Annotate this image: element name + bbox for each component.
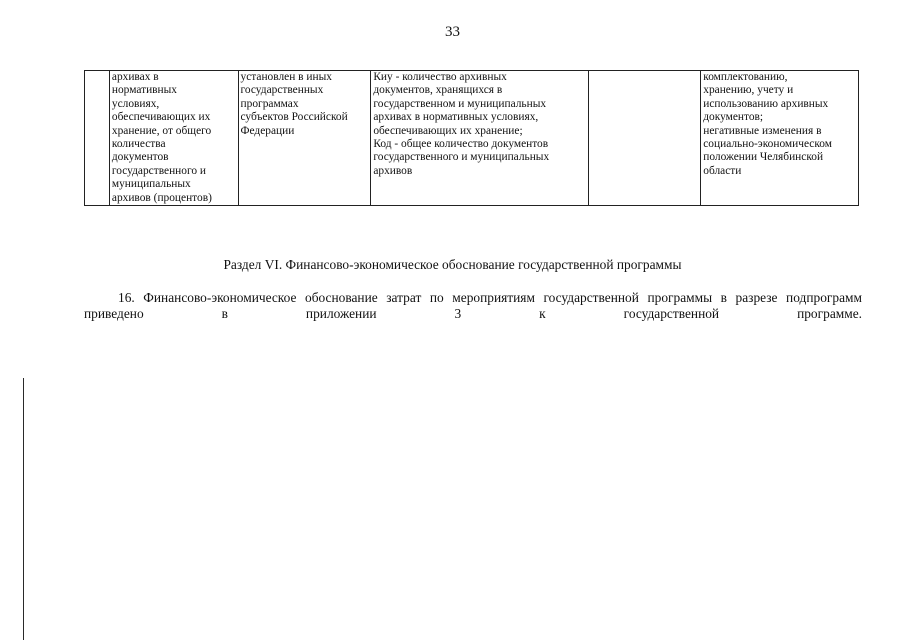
cell-line: хранение, от общего: [111, 124, 212, 137]
cell-line: Федерации: [240, 124, 295, 137]
cell-line: документов: [111, 151, 169, 164]
cell-line: обеспечивающих их хранение;: [373, 124, 523, 137]
cell-line: обеспечивающих их: [111, 111, 211, 124]
table-cell-number: [85, 71, 110, 206]
cell-line: государственном и муниципальных: [373, 97, 547, 110]
cell-line: социально-экономическом: [703, 138, 832, 151]
section-title: Раздел VI. Финансово-экономическое обоснование государственной программы: [223, 257, 682, 272]
cell-line: условиях,: [111, 97, 160, 110]
cell-line: архивах в нормативных условиях,: [373, 111, 539, 124]
body-paragraph: 16. Финансово-экономическое обоснование затрат по мероприятиям государственной программы в разрезе подпрограмм приведено в приложении 3 к государственной программе.: [84, 290, 862, 321]
cell-line: Код - общее количество документов: [373, 138, 549, 151]
cell-line: Киу - количество архивных: [373, 71, 507, 83]
cell-line: государственного и: [111, 164, 207, 177]
cell-line: установлен в иных: [240, 71, 332, 83]
cell-line: архивов (процентов): [111, 191, 212, 204]
cell-line: негативные изменения в: [703, 124, 822, 137]
table-cell-empty: [589, 71, 701, 206]
indicator-table: [84, 70, 859, 206]
cell-line: комплектованию,: [703, 71, 788, 83]
cell-line: документов;: [703, 111, 764, 124]
cell-line: государственных: [240, 84, 324, 97]
table-cell-risks: [701, 71, 859, 206]
table-row: [85, 71, 859, 206]
margin-line: [23, 378, 24, 640]
cell-line: государственного и муниципальных: [373, 151, 550, 164]
page-number: 33: [445, 24, 460, 40]
cell-line: положении Челябинской: [703, 151, 824, 164]
cell-line: документов, хранящихся в: [373, 84, 503, 97]
table-cell-source: [238, 71, 371, 206]
table-cell-formula: [371, 71, 589, 206]
cell-line: количества: [111, 138, 166, 151]
cell-line: муниципальных: [111, 178, 191, 191]
cell-line: нормативных: [111, 84, 177, 97]
cell-line: архивах в: [111, 71, 159, 83]
cell-line: субъектов Российской: [240, 111, 348, 124]
table-cell-indicator: [109, 71, 238, 206]
cell-line: использованию архивных: [703, 97, 829, 110]
cell-line: хранению, учету и: [703, 84, 794, 97]
cell-line: архивов: [373, 164, 413, 177]
cell-line: программах: [240, 97, 299, 110]
cell-line: области: [703, 164, 742, 177]
